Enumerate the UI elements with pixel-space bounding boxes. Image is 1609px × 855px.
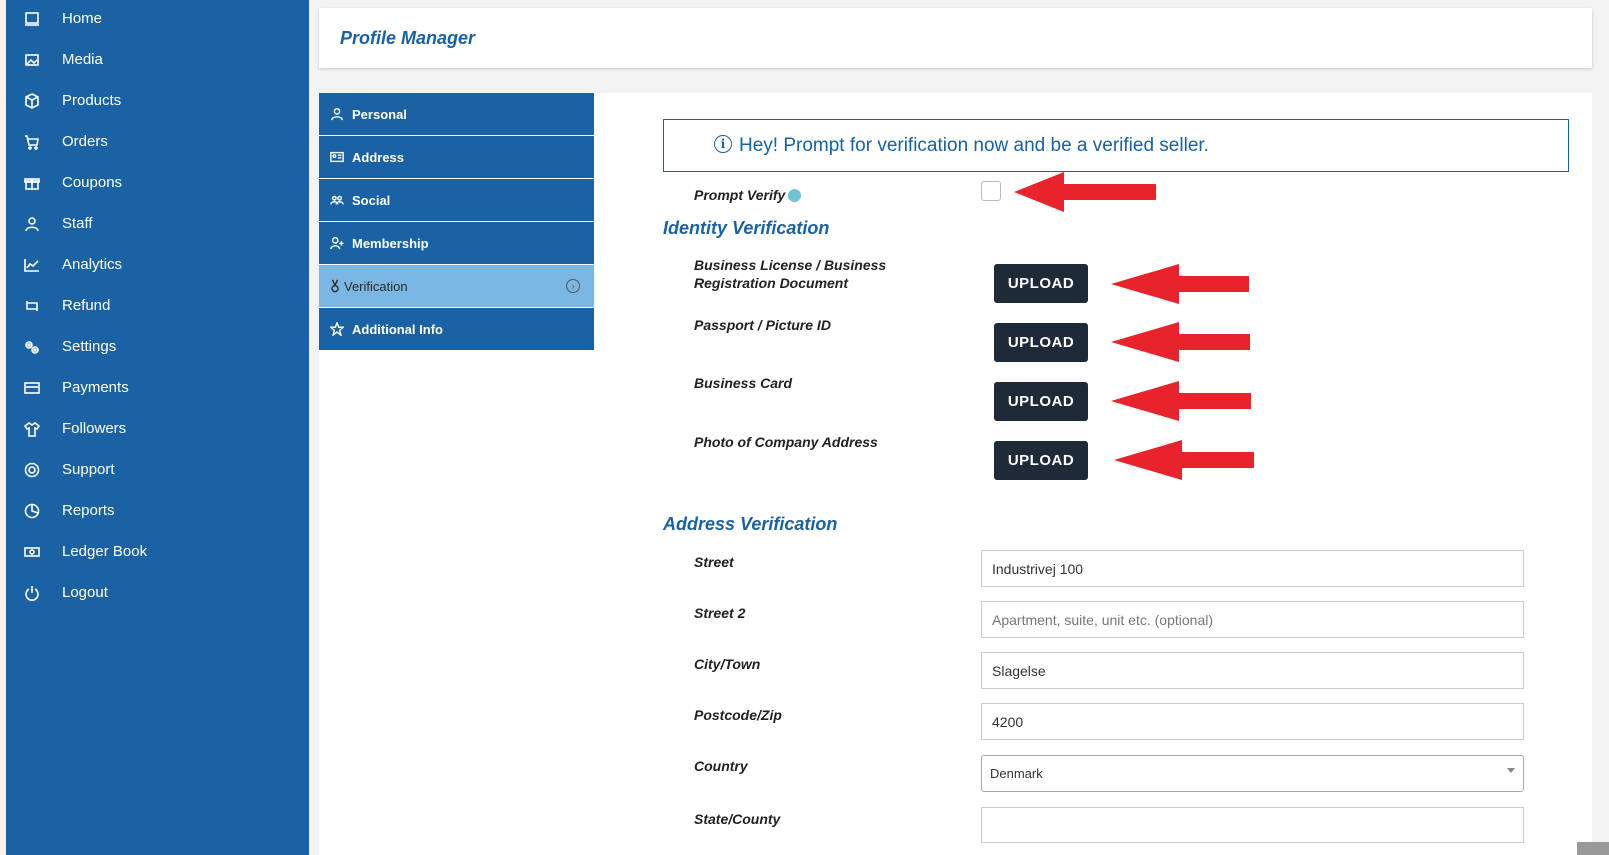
chevron-right-icon: › xyxy=(566,279,580,293)
verification-notice xyxy=(663,119,1569,172)
help-icon[interactable] xyxy=(788,189,801,202)
gears-icon xyxy=(23,338,41,356)
nav-label: Payments xyxy=(62,379,129,396)
street-label: Street xyxy=(694,554,734,570)
nav-label: Ledger Book xyxy=(62,543,148,560)
box-icon xyxy=(23,92,41,110)
nav-label: Media xyxy=(62,51,103,68)
sidebar xyxy=(6,0,309,855)
nav-ledger-book[interactable] xyxy=(6,540,309,564)
red-arrow xyxy=(1111,264,1249,304)
address-verification-title: Address Verification xyxy=(663,514,838,534)
nav-label: Staff xyxy=(62,215,93,232)
chart-icon xyxy=(23,256,41,274)
postcode-input[interactable] xyxy=(981,703,1524,740)
nav-label: Analytics xyxy=(62,256,123,273)
doc-label-line: Passport / Picture ID xyxy=(694,317,831,333)
medal-icon xyxy=(327,278,343,294)
scrollbar[interactable] xyxy=(1577,842,1609,855)
home-icon xyxy=(23,10,41,28)
gift-icon xyxy=(23,174,41,192)
tab-additional-info[interactable] xyxy=(319,308,594,351)
tab-label: Additional Info xyxy=(352,321,443,337)
tab-address[interactable] xyxy=(319,136,594,179)
nav-support[interactable] xyxy=(6,458,309,482)
tab-verification[interactable] xyxy=(319,265,594,308)
tab-label: Address xyxy=(352,149,405,165)
money-icon xyxy=(23,543,41,561)
upload-business-license-button[interactable]: UPLOAD xyxy=(994,264,1088,303)
page-title: Profile Manager xyxy=(340,28,476,48)
doc-label-line: Registration Document xyxy=(694,275,849,291)
tab-label: Membership xyxy=(352,235,429,251)
tab-social[interactable] xyxy=(319,179,594,222)
doc-label-line: Photo of Company Address xyxy=(694,434,878,450)
red-arrow xyxy=(1014,172,1156,212)
doc-label-passport xyxy=(694,316,831,334)
doc-label-company-address xyxy=(694,433,878,451)
country-selected-value: Denmark xyxy=(990,766,1043,781)
tab-label: Verification xyxy=(344,278,408,294)
nav-refund[interactable] xyxy=(6,294,309,318)
upload-business-card-button[interactable]: UPLOAD xyxy=(994,382,1088,421)
users-icon xyxy=(329,192,345,208)
nav-staff[interactable] xyxy=(6,212,309,236)
red-arrow xyxy=(1111,381,1251,421)
tab-membership[interactable] xyxy=(319,222,594,265)
nav-label: Followers xyxy=(62,420,127,437)
shirt-icon xyxy=(23,420,41,438)
info-icon: i xyxy=(714,135,732,153)
upload-passport-button[interactable]: UPLOAD xyxy=(994,323,1088,362)
nav-logout[interactable] xyxy=(6,581,309,605)
nav-products[interactable] xyxy=(6,89,309,113)
nav-home[interactable] xyxy=(6,7,309,31)
nav-payments[interactable] xyxy=(6,376,309,400)
nav-orders[interactable] xyxy=(6,130,309,154)
state-label: State/County xyxy=(694,811,781,827)
user-plus-icon xyxy=(329,235,345,251)
pie-chart-icon xyxy=(23,502,41,520)
power-icon xyxy=(23,584,41,602)
nav-label: Settings xyxy=(62,338,117,355)
country-label: Country xyxy=(694,758,748,774)
user-icon xyxy=(329,106,345,122)
street2-input[interactable] xyxy=(981,601,1524,638)
red-arrow xyxy=(1114,440,1254,480)
street-input[interactable] xyxy=(981,550,1524,587)
doc-label-business-card xyxy=(694,374,792,392)
cart-icon xyxy=(23,133,41,151)
tab-personal[interactable] xyxy=(319,93,594,136)
nav-label: Logout xyxy=(62,584,108,601)
page-header xyxy=(319,8,1592,68)
doc-label-line: Business License / Business xyxy=(694,257,887,273)
nav-followers[interactable] xyxy=(6,417,309,441)
city-input[interactable] xyxy=(981,652,1524,689)
user-icon xyxy=(23,215,41,233)
identity-verification-title: Identity Verification xyxy=(663,218,830,238)
country-select[interactable] xyxy=(981,755,1524,792)
credit-card-icon xyxy=(23,379,41,397)
nav-settings[interactable] xyxy=(6,335,309,359)
star-icon xyxy=(329,321,345,337)
nav-label: Orders xyxy=(62,133,108,150)
nav-label: Products xyxy=(62,92,122,109)
doc-label-business-license xyxy=(694,256,886,292)
prompt-verify-label xyxy=(694,186,801,204)
id-card-icon xyxy=(329,149,345,165)
prompt-verify-text: Prompt Verify xyxy=(694,187,786,203)
tab-label: Personal xyxy=(352,106,407,122)
postcode-label: Postcode/Zip xyxy=(694,707,782,723)
nav-analytics[interactable] xyxy=(6,253,309,277)
nav-label: Reports xyxy=(62,502,115,519)
nav-label: Home xyxy=(62,10,103,27)
profile-tabs xyxy=(319,93,594,351)
doc-label-line: Business Card xyxy=(694,375,793,391)
nav-media[interactable] xyxy=(6,48,309,72)
notice-text: Hey! Prompt for verification now and be a verified seller. xyxy=(739,135,1209,156)
state-input[interactable] xyxy=(981,807,1524,843)
nav-label: Refund xyxy=(62,297,111,314)
image-icon xyxy=(23,51,41,69)
city-label: City/Town xyxy=(694,656,761,672)
tab-label: Social xyxy=(352,192,391,208)
prompt-verify-checkbox[interactable] xyxy=(981,181,1001,201)
red-arrow xyxy=(1111,322,1250,362)
nav-label: Support xyxy=(62,461,115,478)
nav-reports[interactable] xyxy=(6,499,309,523)
chevron-down-icon xyxy=(1507,768,1515,773)
street2-label: Street 2 xyxy=(694,605,746,621)
refund-icon xyxy=(23,297,41,315)
lifebuoy-icon xyxy=(23,461,41,479)
upload-company-address-button[interactable]: UPLOAD xyxy=(994,441,1088,480)
nav-coupons[interactable] xyxy=(6,171,309,195)
nav-label: Coupons xyxy=(62,174,123,191)
